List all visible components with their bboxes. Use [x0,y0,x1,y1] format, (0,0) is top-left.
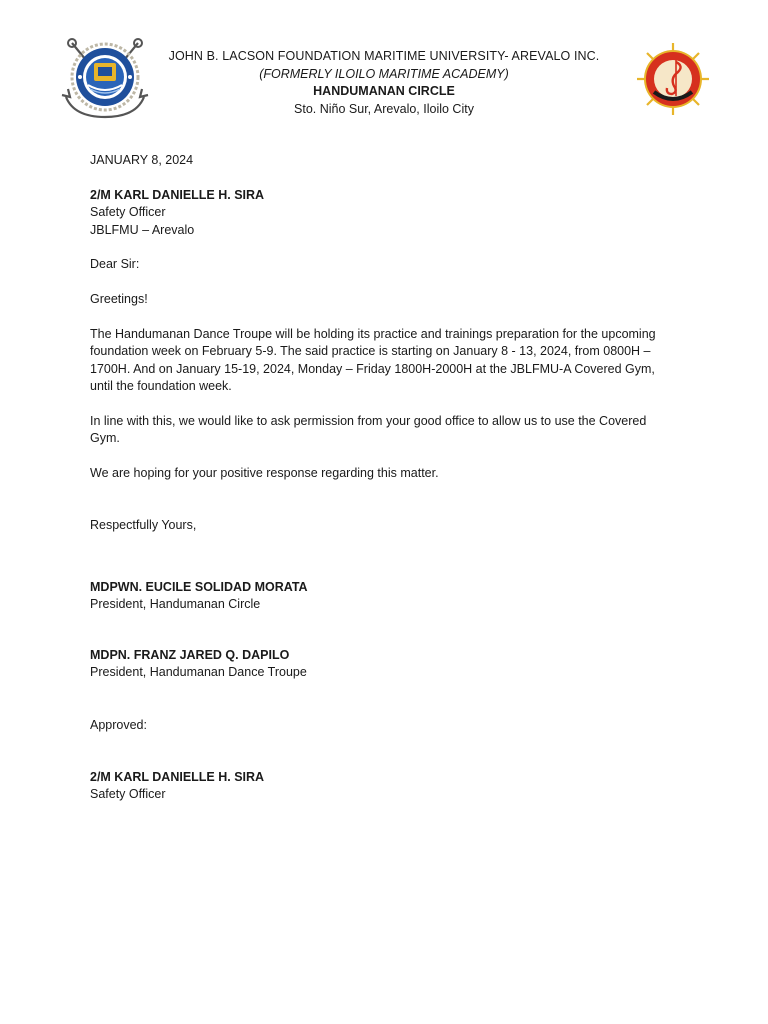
approver-block [90,769,680,804]
paragraph-3 [90,465,680,482]
paragraph-1 [90,326,680,396]
approver-title: Safety Officer [90,787,166,802]
signatory-title: President, Handumanan Circle [90,597,261,612]
university-name: JOHN B. LACSON FOUNDATION MARITIME UNIVERSITY- AREVALO INC. [168,49,600,63]
paragraph-line: 1700H. And on January 15-19, 2024, Monday – Friday 1800H-2000H at the JBLFMU-A Covered Gym, [90,361,655,376]
letterhead [150,48,618,118]
paragraph-line: In line with this, we would like to ask permission from your good office to allow us to use the Covered [90,414,647,429]
approved-label: Approved: [90,717,147,732]
paragraph-line: until the foundation week. [90,379,232,394]
paragraph-line: Gym. [90,431,120,446]
handumanan-circle-logo-icon [636,42,710,116]
letter-date: JANUARY 8, 2024 [90,153,194,167]
organization-name: HANDUMANAN CIRCLE [313,84,455,98]
signatory-title: President, Handumanan Dance Troupe [90,665,307,680]
recipient-org: JBLFMU – Arevalo [90,222,195,237]
recipient-title: Safety Officer [90,205,166,220]
recipient-block [90,187,680,239]
signatory-1 [90,579,680,614]
paragraph-line: We are hoping for your positive response regarding this matter. [90,466,439,481]
former-name: (FORMERLY ILOILO MARITIME ACADEMY) [259,66,509,81]
signatory-2 [90,647,680,682]
paragraph-line: foundation week on February 5-9. The said practice is starting on January 8 - 13, 2024, from 0800H – [90,344,651,359]
salutation: Dear Sir: [90,257,140,272]
university-seal-icon [60,35,150,120]
letter-body [90,152,680,804]
paragraph-line: The Handumanan Dance Troupe will be holding its practice and trainings preparation for the upcoming [90,327,656,341]
greeting: Greetings! [90,292,148,307]
approver-name: 2/M KARL DANIELLE H. SIRA [90,770,265,785]
closing: Respectfully Yours, [90,517,197,532]
signatory-name: MDPN. FRANZ JARED Q. DAPILO [90,647,290,662]
paragraph-2 [90,413,680,448]
address: Sto. Niño Sur, Arevalo, Iloilo City [294,101,474,116]
recipient-name: 2/M KARL DANIELLE H. SIRA [90,187,265,202]
signatory-name: MDPWN. EUCILE SOLIDAD MORATA [90,580,308,595]
